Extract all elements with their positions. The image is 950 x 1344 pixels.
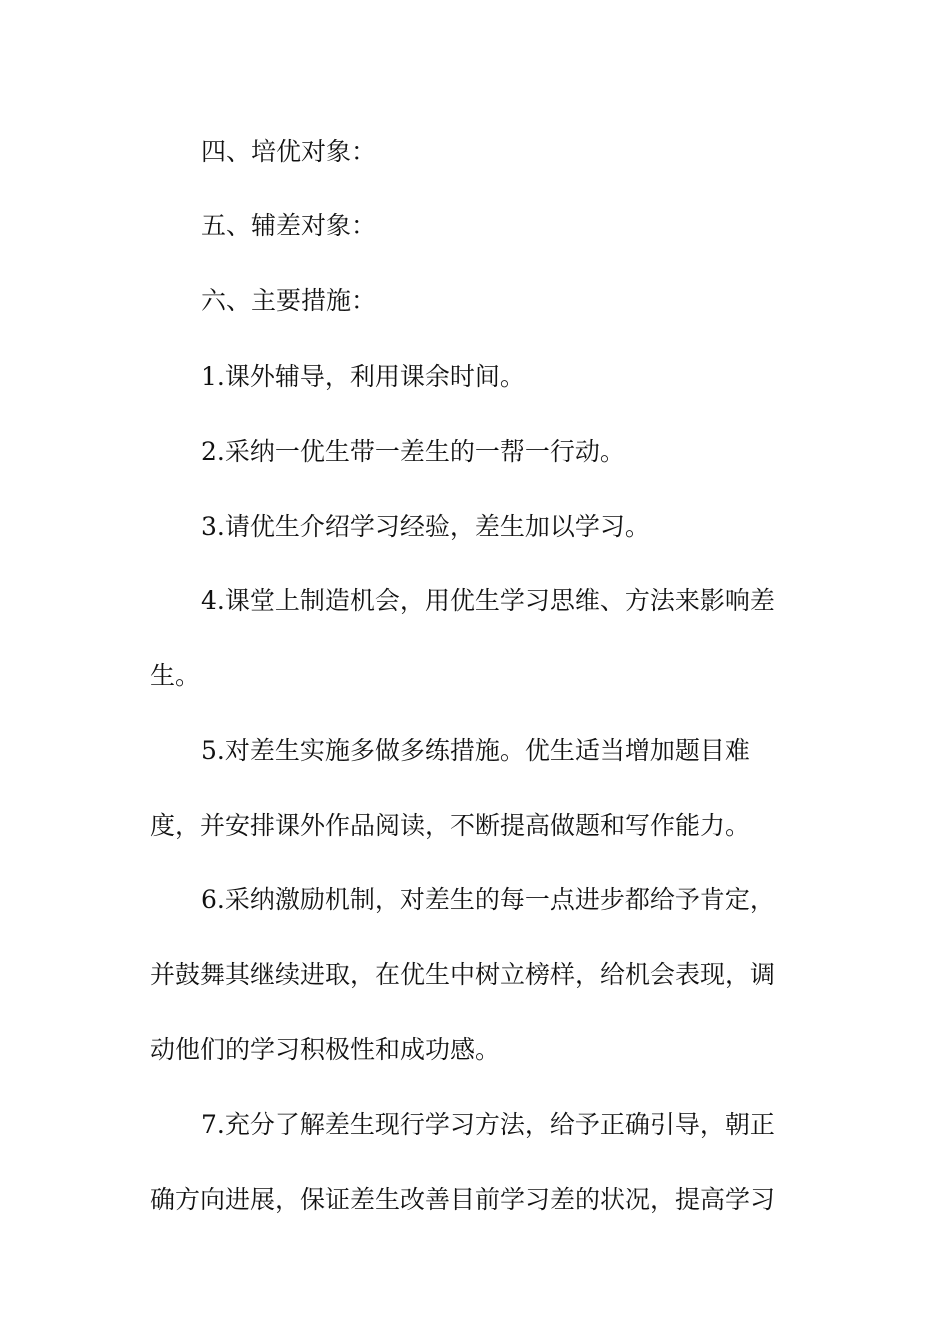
measure-6-line-1: 6.采纳激励机制，对差生的每一点进步都给予肯定， <box>201 885 775 914</box>
measure-6-line-2: 并鼓舞其继续进取，在优生中树立榜样，给机会表现，调 <box>150 960 776 989</box>
measure-6-line-3: 动他们的学习积极性和成功感。 <box>150 1035 501 1064</box>
measure-2-line-1: 2.采纳一优生带一差生的一帮一行动。 <box>201 437 625 466</box>
measure-1-line-1: 1.课外辅导，利用课余时间。 <box>201 362 525 391</box>
measure-3-line-1: 3.请优生介绍学习经验，差生加以学习。 <box>201 512 650 541</box>
measure-4-line-1: 4.课堂上制造机会，用优生学习思维、方法来影响差 <box>201 586 775 615</box>
measure-4-line-2: 生。 <box>150 661 201 690</box>
heading-main-measures: 六、主要措施： <box>201 286 377 315</box>
heading-assist-weak-students: 五、辅差对象： <box>201 211 377 240</box>
measure-7-line-2: 确方向进展，保证差生改善目前学习差的状况，提高学习 <box>150 1185 776 1214</box>
heading-cultivate-top-students: 四、培优对象： <box>201 137 377 166</box>
measure-5-line-1: 5.对差生实施多做多练措施。优生适当增加题目难 <box>201 736 750 765</box>
measure-5-line-2: 度，并安排课外作品阅读，不断提高做题和写作能力。 <box>150 811 751 840</box>
measure-7-line-1: 7.充分了解差生现行学习方法，给予正确引导，朝正 <box>201 1110 775 1139</box>
